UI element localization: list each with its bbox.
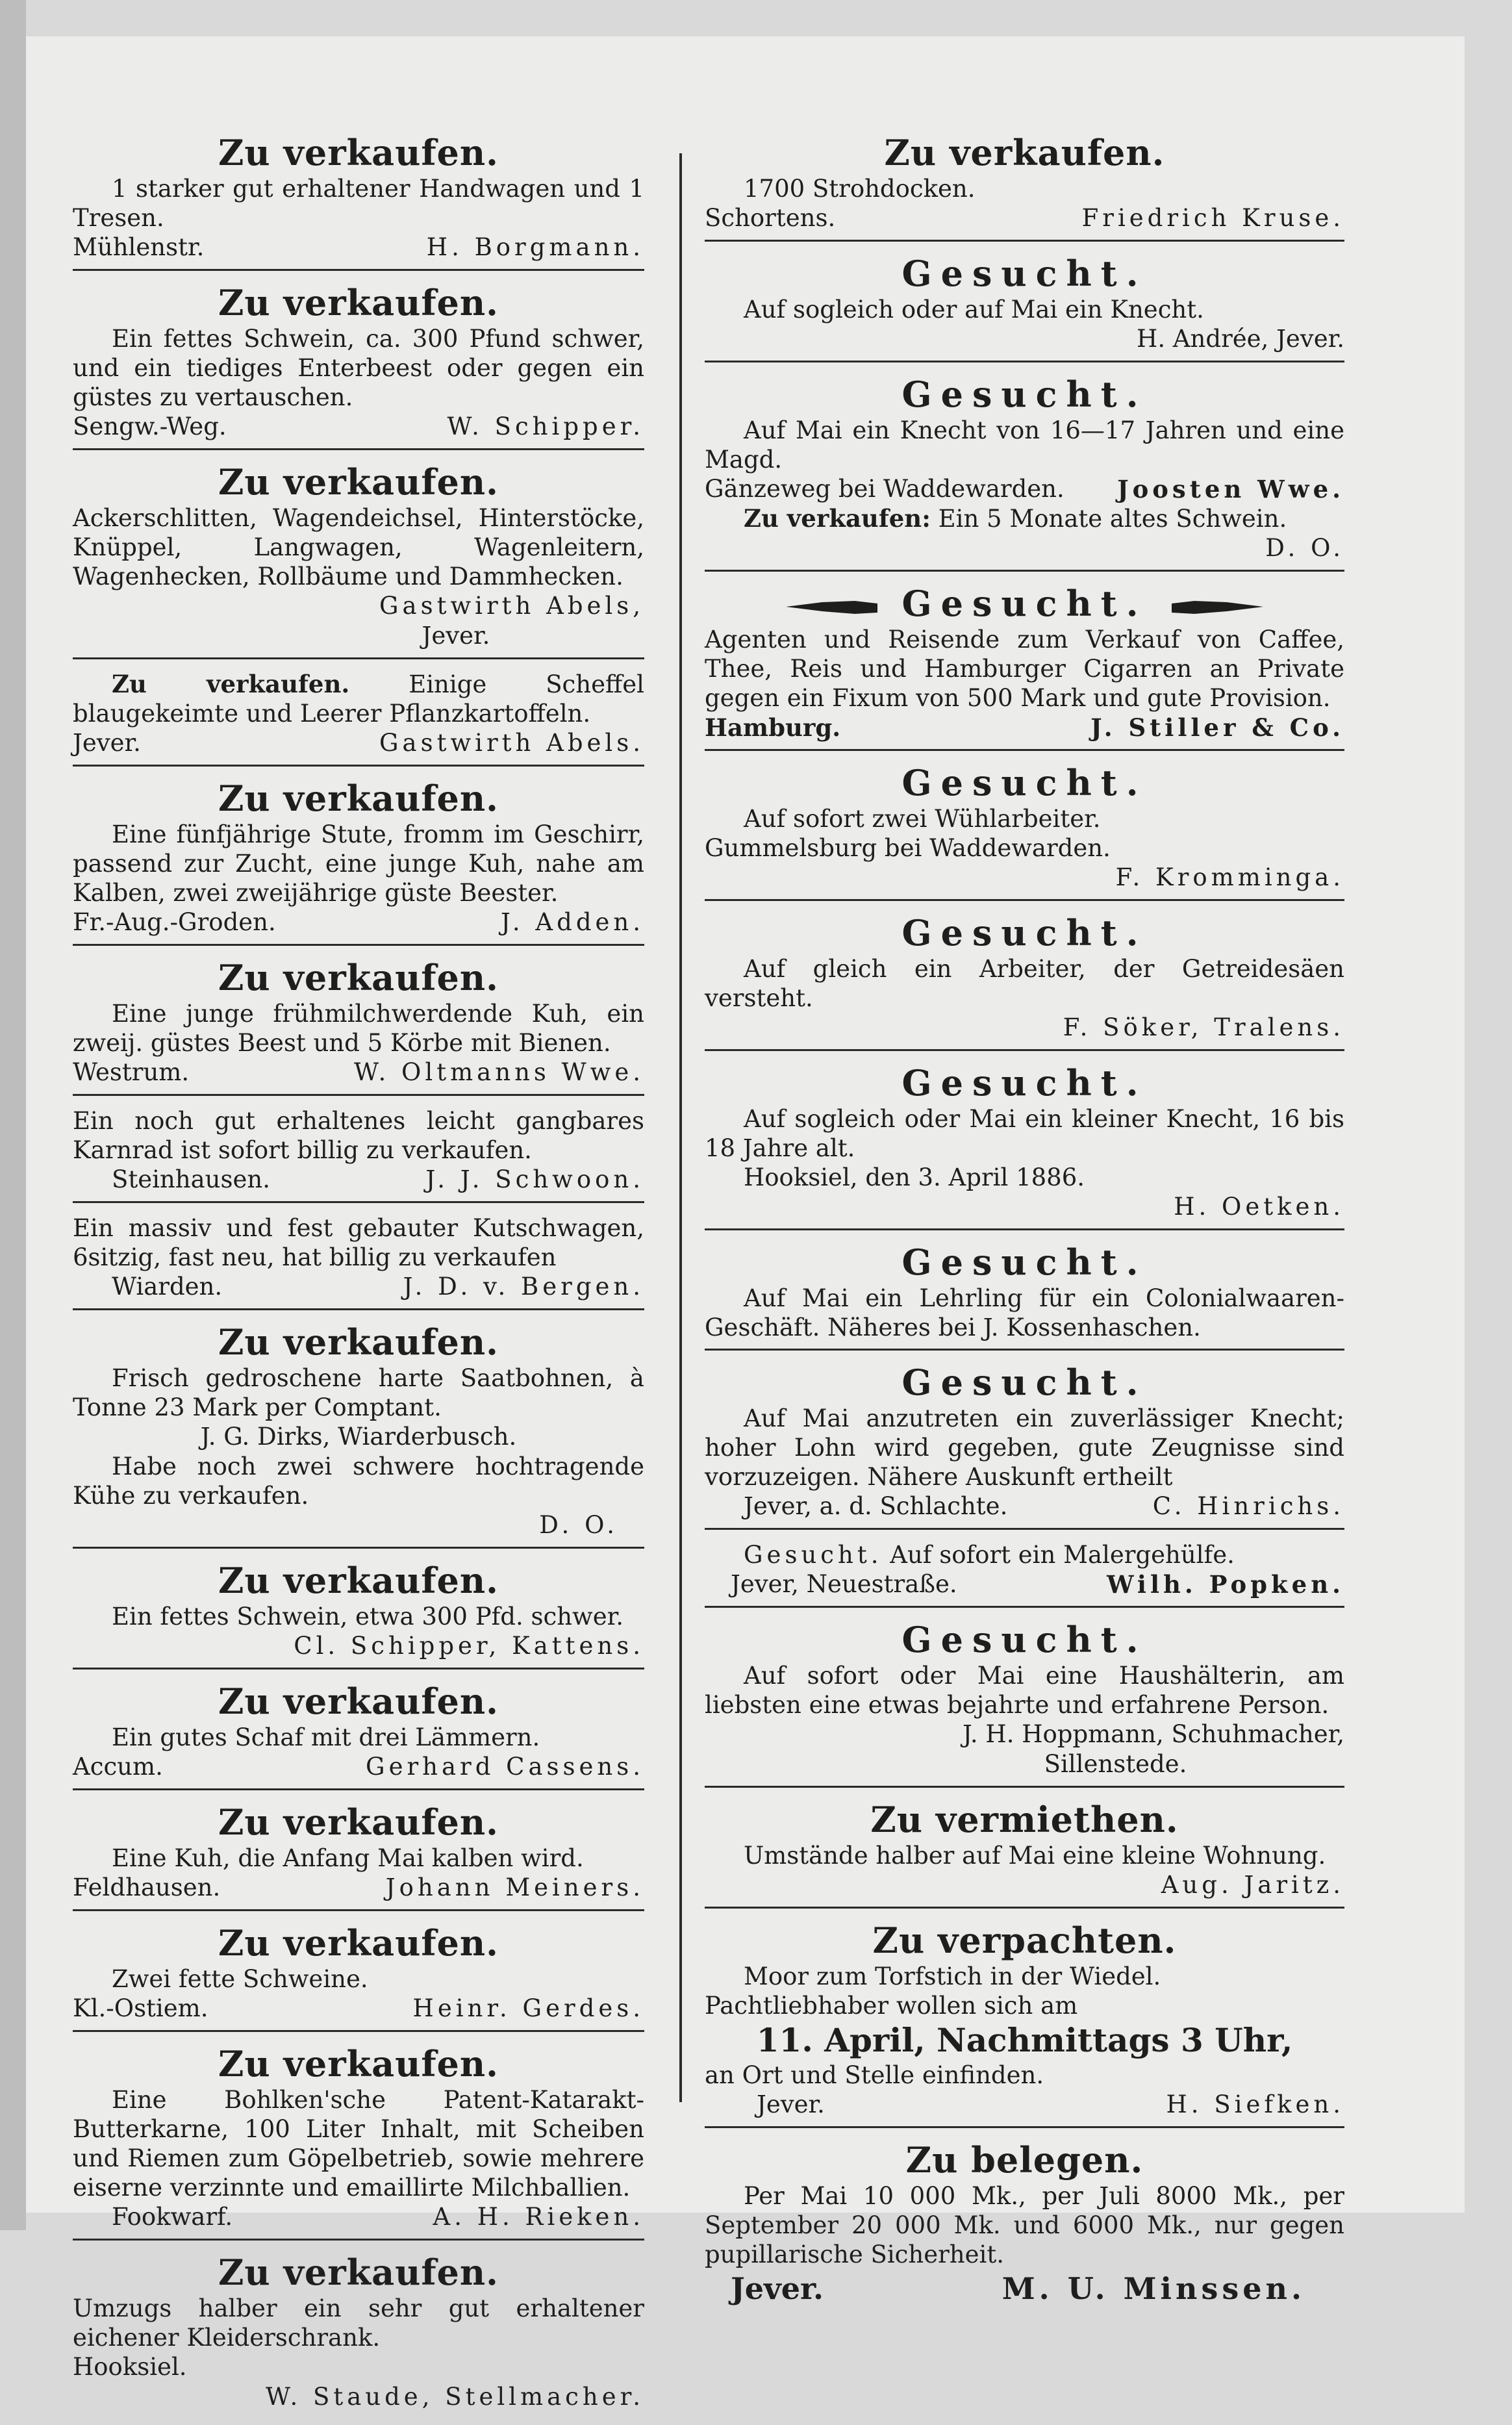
ad-left-13 [73, 1918, 644, 2032]
ad-right-7 [705, 1058, 1344, 1230]
column-rule [679, 153, 682, 2102]
ad-signature: Joosten Wwe. [1117, 475, 1344, 503]
ad-heading: Zu vermiethen. [870, 1799, 1179, 1840]
ad-text: Einige Scheffel blaugekeimte und Leerer Pflanzkartoffeln. [73, 670, 645, 728]
ad-heading: Zu verkaufen. [218, 1321, 499, 1363]
ad-right-8 [705, 1237, 1344, 1351]
pointing-hand-left-icon [783, 597, 881, 616]
ad-heading: Zu verkaufen. [218, 2043, 499, 2085]
ad-date: Hooksiel, den 3. April 1886. [744, 1163, 1085, 1191]
right-column [705, 127, 1344, 2321]
ad-place: Kl.-Ostiem. [73, 1994, 208, 2022]
ad-signature: J. G. Dirks, Wiarderbusch. [200, 1423, 517, 1451]
ad-right-5 [705, 757, 1344, 901]
ad-signature: H. Siefken. [1166, 2090, 1344, 2118]
ad-signature: F. Kromminga. [1115, 863, 1344, 891]
ad-text: Moor zum Torfstich in der Wiedel. [744, 1962, 1161, 1990]
ad-left-4 [73, 666, 644, 767]
ad-heading: Zu verkaufen. [218, 282, 499, 324]
ad-signature: W. Staude, Stellmacher. [265, 2383, 644, 2411]
ad-heading: Gesucht. [901, 583, 1148, 624]
ad-place: Wiarden. [112, 1273, 223, 1301]
ad-heading: Zu verkaufen. [218, 1922, 499, 1964]
ad-text: Eine fünfjährige Stute, fromm im Geschirr, passend zur Zucht, eine junge Kuh, nahe am Kalben, zwei zweijährige güste Beester. [73, 820, 644, 907]
ad-place: Jever. [757, 2090, 825, 2118]
ad-right-14 [705, 2135, 1344, 2315]
ad-place: Jever. [422, 622, 490, 650]
ad-right-12 [705, 1794, 1344, 1909]
ad-text-3: an Ort und Stelle einfinden. [705, 2061, 1044, 2089]
ad-signature-2: D. O. [539, 1511, 618, 1539]
ad-right-1 [705, 127, 1344, 242]
ad-left-7 [73, 1102, 644, 1203]
ad-text: Auf sogleich oder Mai ein kleiner Knecht, 16 bis 18 Jahre alt. [705, 1105, 1344, 1162]
ad-heading: Zu verkaufen. [218, 2252, 499, 2293]
ad-text: Eine junge frühmilchwerdende Kuh, ein zweij. güstes Beest und 5 Körbe mit Bienen. [73, 1000, 644, 1057]
book-gutter [0, 0, 26, 2230]
ad-lead: Zu verkaufen. [112, 670, 350, 698]
ad-place: Mühlenstr. [73, 233, 205, 261]
ad-text-2: Habe noch zwei schwere hochtragende Kühe zu verkaufen. [73, 1453, 644, 1510]
ad-signature: W. Oltmanns Wwe. [353, 1058, 644, 1086]
ad-signature: Heinr. Gerdes. [412, 1994, 644, 2022]
ad-right-13 [705, 1915, 1344, 2128]
ad-place: Steinhausen. [112, 1165, 270, 1193]
ad-text: Per Mai 10 000 Mk., per Juli 8000 Mk., per September 20 000 Mk. und 6000 Mk., nur gegen pupillarische Sicherheit. [705, 2182, 1344, 2268]
ad-place: Jever. [73, 729, 141, 757]
ad-text: Zwei fette Schweine. [112, 1965, 368, 1993]
ad-signature: J. D. v. Bergen. [403, 1273, 644, 1301]
ad-text: Auf gleich ein Arbeiter, der Getreidesäen versteht. [705, 955, 1344, 1012]
ad-heading: Zu verkaufen. [218, 132, 499, 173]
ad-signature: H. Oetken. [1174, 1193, 1344, 1221]
ad-heading: Zu verkaufen. [218, 461, 499, 503]
ad-heading: Zu verkaufen. [218, 778, 499, 819]
ad-place: Fr.-Aug.-Groden. [73, 908, 276, 936]
ad-text-2: Ein 5 Monate altes Schwein. [938, 505, 1287, 533]
ad-signature: H. Borgmann. [426, 233, 644, 261]
ad-date-highlight: 11. April, Nachmittags 3 Uhr, [756, 2021, 1293, 2059]
ad-left-2 [73, 277, 644, 450]
ad-place: Gummelsburg bei Waddewarden. [705, 834, 1111, 862]
ad-left-10 [73, 1555, 644, 1670]
ad-heading: Zu verkaufen. [218, 1801, 499, 1843]
ad-signature: Gastwirth Abels, [379, 592, 644, 620]
ad-signature: Gerhard Cassens. [366, 1753, 644, 1781]
ad-text: 1700 Strohdocken. [744, 175, 976, 203]
ad-heading: Zu verkaufen. [884, 132, 1165, 173]
ad-place: Feldhausen. [73, 1873, 221, 1901]
ad-signature: Wilh. Popken. [1106, 1570, 1344, 1599]
ad-heading: Gesucht. [901, 762, 1148, 804]
ad-signature: J. Adden. [500, 908, 644, 936]
ad-place: Sillenstede. [1044, 1750, 1187, 1778]
ad-heading-row [705, 582, 1344, 625]
ad-heading: Zu verpachten. [872, 1920, 1177, 1961]
ad-place: Accum. [73, 1753, 163, 1781]
ad-heading: Zu verkaufen. [218, 957, 499, 998]
ad-right-9 [705, 1357, 1344, 1530]
ad-right-3 [705, 369, 1344, 572]
ad-signature: J. Stiller & Co. [1090, 713, 1344, 742]
ad-left-9 [73, 1317, 644, 1549]
ad-signature: J. H. Hoppmann, Schuhmacher, [962, 1720, 1344, 1748]
ad-text: Eine Bohlken'sche Patent-Katarakt-Butterkarne, 100 Liter Inhalt, mit Scheiben und Riemen zum Göpelbetrieb, sowie mehrere eiserne verzinnte und emaillirte Milchballien. [73, 2086, 644, 2202]
ad-heading: Gesucht. [901, 253, 1148, 294]
ad-text: Umzugs halber ein sehr gut erhaltener eichener Kleiderschrank. [73, 2294, 644, 2352]
ad-left-11 [73, 1676, 644, 1790]
ad-signature: Johann Meiners. [385, 1873, 644, 1901]
ad-left-8 [73, 1210, 644, 1310]
ad-heading: Gesucht. [901, 912, 1148, 954]
ad-lead: Gesucht. [744, 1541, 883, 1569]
ad-place: Westrum. [73, 1058, 190, 1086]
ad-text: Auf sogleich oder auf Mai ein Knecht. [744, 296, 1204, 324]
ad-text: Auf Mai anzutreten ein zuverlässiger Knecht; hoher Lohn wird gegeben, gute Zeugnisse sind vorzuzeigen. Nähere Auskunft ertheilt [705, 1404, 1344, 1491]
ad-text: Frisch gedroschene harte Saatbohnen, à Tonne 23 Mark per Comptant. [73, 1364, 644, 1421]
ad-right-10 [705, 1536, 1344, 1608]
ad-text: 1 starker gut erhaltener Handwagen und 1 Tresen. [73, 175, 644, 232]
ad-text: Umstände halber auf Mai eine kleine Wohnung. [744, 1842, 1326, 1870]
ad-text: Eine Kuh, die Anfang Mai kalben wird. [112, 1844, 584, 1872]
ad-signature: Friedrich Kruse. [1081, 204, 1344, 232]
ad-text: Ein gutes Schaf mit drei Lämmern. [112, 1723, 540, 1751]
ad-place: Jever, a. d. Schlachte. [744, 1492, 1008, 1520]
ad-left-14 [73, 2038, 644, 2241]
ad-text: Agenten und Reisende zum Verkauf von Caffee, Thee, Reis und Hamburger Cigarren an Private gegen ein Fixum von 500 Mark und gute Provision. [705, 626, 1344, 712]
ad-left-5 [73, 773, 644, 946]
ad-heading: Gesucht. [901, 1362, 1148, 1403]
ad-text-2: Pachtliebhaber wollen sich am [705, 1992, 1078, 2020]
ad-signature-2: D. O. [1265, 534, 1344, 562]
ad-left-12 [73, 1797, 644, 1911]
ad-place: Schortens. [705, 204, 836, 232]
ad-text: Auf sofort ein Malergehülfe. [890, 1541, 1235, 1569]
ad-left-6 [73, 952, 644, 1096]
ad-text: Ein noch gut erhaltenes leicht gangbares Karnrad ist sofort billig zu verkaufen. [73, 1107, 644, 1164]
ad-signature: H. Andrée, Jever. [1137, 325, 1344, 353]
ad-place: Fookwarf. [112, 2203, 233, 2231]
ad-place: Jever. [731, 2271, 824, 2306]
ad-left-1 [73, 127, 644, 271]
ad-place: Hamburg. [705, 713, 841, 742]
ad-right-11 [705, 1614, 1344, 1788]
ad-heading: Gesucht. [901, 1619, 1148, 1660]
ad-signature: F. Söker, Tralens. [1063, 1013, 1344, 1041]
ad-signature: Gastwirth Abels. [379, 729, 644, 757]
ad-heading: Zu verkaufen. [218, 1681, 499, 1722]
pointing-hand-right-icon [1168, 597, 1266, 616]
ad-right-4 [705, 578, 1344, 751]
ad-text: Auf sofort oder Mai eine Haushälterin, am liebsten eine etwas bejahrte und erfahrene Person. [705, 1662, 1344, 1719]
ad-heading: Gesucht. [901, 1241, 1148, 1283]
ad-right-2 [705, 248, 1344, 362]
ad-place: Gänzeweg bei Waddewarden. [705, 475, 1065, 503]
ad-text: Auf Mai ein Lehrling für ein Colonialwaaren-Geschäft. Näheres bei J. Kossenhaschen. [705, 1284, 1344, 1341]
ad-text: Ackerschlitten, Wagendeichsel, Hinterstöcke, Knüppel, Langwagen, Wagenleitern, Wagenhecken, Rollbäume und Dammhecken. [73, 504, 644, 590]
left-column [73, 127, 644, 2425]
ad-signature: M. U. Minssen. [1002, 2271, 1305, 2306]
ad-text: Auf sofort zwei Wühlarbeiter. [744, 805, 1101, 833]
newspaper-page [26, 36, 1465, 2411]
ad-signature: Aug. Jaritz. [1161, 1871, 1344, 1899]
ad-heading: Gesucht. [901, 374, 1148, 415]
ad-left-3 [73, 457, 644, 659]
ad-text: Ein fettes Schwein, etwa 300 Pfd. schwer. [112, 1603, 624, 1631]
ad-text: Ein massiv und fest gebauter Kutschwagen, 6sitzig, fast neu, hat billig zu verkaufen [73, 1214, 644, 1271]
ad-signature: A. H. Rieken. [433, 2203, 644, 2231]
ad-left-15 [73, 2247, 644, 2419]
ad-place: Jever, Neuestraße. [731, 1570, 957, 1598]
ad-heading: Gesucht. [901, 1062, 1148, 1104]
ad-signature: C. Hinrichs. [1152, 1492, 1344, 1520]
ad-right-6 [705, 908, 1344, 1051]
ad-place: Hooksiel. [73, 2353, 187, 2381]
ad-signature: W. Schipper. [447, 413, 644, 440]
ad-signature: Cl. Schipper, Kattens. [294, 1632, 644, 1660]
ad-place: Sengw.-Weg. [73, 413, 227, 440]
ad-lead-2: Zu verkaufen: [744, 504, 931, 533]
ad-heading: Zu belegen. [905, 2139, 1144, 2181]
ad-signature: J. J. Schwoon. [425, 1165, 644, 1193]
ad-heading: Zu verkaufen. [218, 1560, 499, 1601]
ad-text: Ein fettes Schwein, ca. 300 Pfund schwer, und ein tiediges Enterbeest oder gegen ein güstes zu vertauschen. [73, 325, 644, 411]
ad-text: Auf Mai ein Knecht von 16—17 Jahren und eine Magd. [705, 416, 1344, 474]
